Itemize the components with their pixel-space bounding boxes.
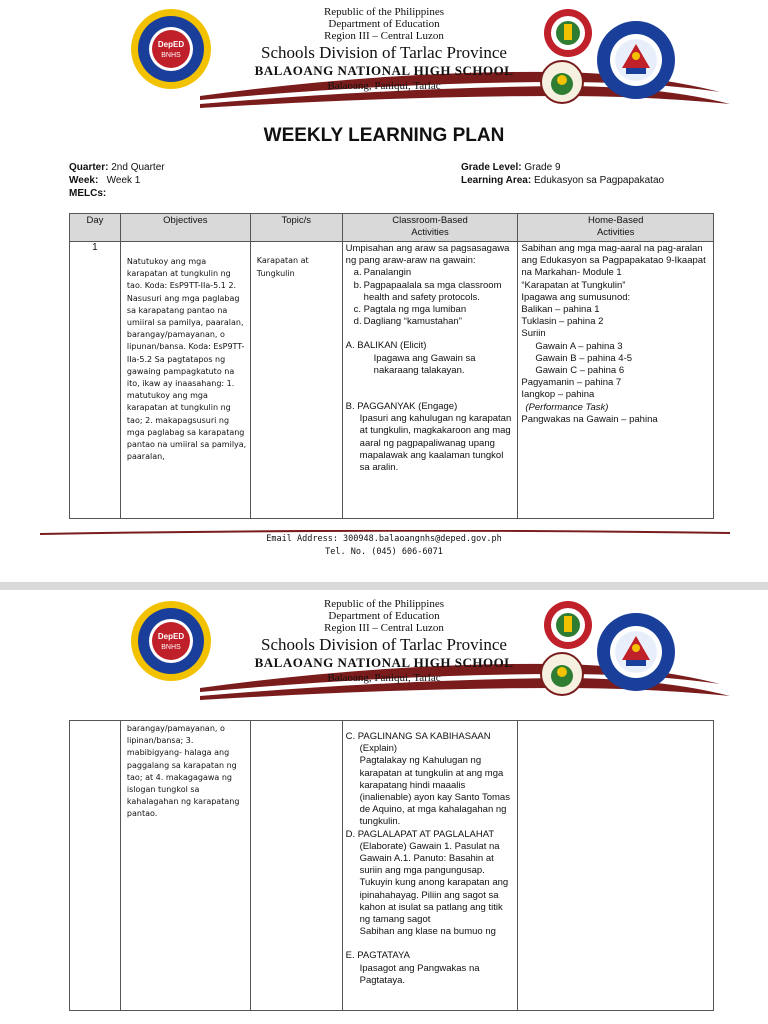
svg-text:DepED: DepED <box>157 632 185 641</box>
list-item <box>346 267 515 279</box>
quarter-label: Quarter: <box>69 162 109 173</box>
melcs-field <box>69 188 106 199</box>
page-2 <box>0 592 768 1024</box>
weekly-plan-table-continued <box>69 720 714 1011</box>
topic-cell: Karapatan at Tungkulin <box>250 242 342 519</box>
day-cell <box>70 721 121 1011</box>
home-line: Pagyamanin – pahina 7 <box>521 377 622 389</box>
quarter-value: 2nd Quarter <box>111 162 165 173</box>
plan-title: WEEKLY LEARNING PLAN <box>263 125 505 146</box>
home-cell <box>518 721 714 1011</box>
letterhead <box>0 592 768 707</box>
home-line: “Karapatan at Tungkulin” <box>521 279 626 291</box>
home-line: Pangwakas na Gawain – pahina <box>521 413 658 425</box>
paglalapat-text: (Elaborate) Gawain 1. Pasulat na Gawain A.1. Panuto: Basahin at suriin ang mga pangungusap. Tukuyin kung anong karapatan ang ipinahahayag. Piliin ang sagot sa kahon at isulat sa patlang ang titik ng tamang sagot <box>359 840 509 926</box>
republic-line: Republic of the Philippines <box>323 6 445 18</box>
header-home-line2: Activities <box>596 227 635 238</box>
area-value: Edukasyon sa Pagpapakatao <box>533 175 665 186</box>
objectives-cell: barangay/pamayanan, o lipinan/bansa; 3. mabibigyang- halaga ang paggalang sa karapatan ng tao; at 4. makagagawa ng islogan tungkol sa kahalagahan ng karapatang pantao. <box>120 721 250 1011</box>
list-letter: d. <box>353 316 362 328</box>
classroom-intro: Umpisahan ang araw sa pagsasagawa ng pang araw-araw na gawain: <box>345 243 510 267</box>
school-name: BALAOANG NATIONAL HIGH SCHOOL <box>254 655 514 670</box>
objectives-cell: Natutukoy ang mga karapatan at tungkulin ng tao. Koda: EsP9TT-IIa-5.1 2. Nasusuri ang mga paglabag sa karapatang pantao na umiiral sa pamilya, paaralan, barangay/pamayanan, o lipunan/bansa. Koda: EsP9TT-IIa-5.2 Sa pagtatapos ng gawaing pampagkatuto na ito, ikaw ay inaasahang: 1. matutukoy ang mga karapatan at tungkulin ng tao; 2. makapagsusuri ng mga paglabag sa karapatang pantao na umiiral sa pamilya, paaralan, <box>120 242 250 519</box>
table-row <box>70 242 714 519</box>
list-letter: c. <box>353 304 362 316</box>
weekly-plan-table <box>69 213 714 519</box>
header-classroom-line1: Classroom-Based <box>392 215 468 226</box>
footer-email: Email Address: 300948.balaoangnhs@deped.gov.ph <box>266 534 502 544</box>
school-name: BALAOANG NATIONAL HIGH SCHOOL <box>254 63 514 78</box>
classroom-cell <box>342 721 518 1011</box>
list-text: Pagpapaalala sa mga classroom health and safety protocols. <box>363 279 502 303</box>
division-line: Schools Division of Tarlac Province <box>261 43 507 62</box>
page-separator <box>0 582 768 590</box>
footer-tel: Tel. No. (045) 606-6071 <box>325 547 443 557</box>
header-classroom <box>342 214 518 242</box>
header-day: Day <box>70 214 121 242</box>
paglalapat-heading: D. PAGLALAPAT AT PAGLALAHAT <box>345 828 495 840</box>
home-line: Suriin <box>521 328 546 340</box>
school-address: Balaoang, Paniqui, Tarlac <box>327 80 441 92</box>
home-line: Sabihan ang mga mag-aaral na pag-aralan ang Edukasyon sa Pagpapakatao 9-Ikaapat na Markahan- Module 1 <box>521 243 706 279</box>
paglinang-text: Pagtalakay ng Kahulugan ng karapatan at tungkulin at ang mga karapatang hindi maaalis (inalienable) ayon kay Santo Tomas de Aquino, at mga kahalagahan ng tungkulin. <box>359 755 510 828</box>
pagganyak-text: Ipasuri ang kahulugan ng karapatan at tungkulin, magkakaroon ang mag aaral ng pagpapaliwanag upang mapalawak ang kaalaman tungkol sa aralin. <box>359 413 512 474</box>
svg-text:BNHS: BNHS <box>161 644 181 651</box>
region-line: Region III – Central Luzon <box>324 30 444 42</box>
melcs-label: MELCs: <box>69 188 107 199</box>
region-line: Region III – Central Luzon <box>324 622 444 634</box>
department-line: Department of Education <box>328 610 440 622</box>
table-header-row <box>70 214 714 242</box>
home-line: Tuklasin – pahina 2 <box>521 316 604 328</box>
list-text: Pagtala ng mga lumiban <box>363 304 467 316</box>
day-cell: 1 <box>70 242 121 519</box>
grade-label: Grade Level: <box>461 162 522 173</box>
home-line: Gawain B – pahina 4-5 <box>535 352 633 364</box>
week-value: Week 1 <box>106 175 141 186</box>
pagtataya-text: Ipasagot ang Pangwakas na Pagtataya. <box>359 962 480 986</box>
svg-text:BNHS: BNHS <box>161 52 181 59</box>
week-field <box>69 175 140 186</box>
balikan-text: Ipagawa ang Gawain sa nakaraang talakayan. <box>373 352 476 376</box>
list-letter: a. <box>353 267 362 279</box>
paglinang-sub: (Explain) <box>359 743 398 755</box>
header-home <box>518 214 714 242</box>
list-item <box>346 316 515 328</box>
list-text: Dagliang “kamustahan” <box>363 316 462 328</box>
list-letter: b. <box>353 279 362 291</box>
home-line: Balikan – pahina 1 <box>521 304 600 316</box>
header-topics: Topic/s <box>250 214 342 242</box>
home-line: Iangkop – pahina <box>521 389 595 401</box>
paglalapat-text-2: Sabihan ang klase na bumuo ng <box>359 926 496 938</box>
balikan-heading: A. BALIKAN (Elicit) <box>345 340 427 352</box>
area-field <box>461 175 664 186</box>
area-label: Learning Area: <box>461 175 532 186</box>
home-line: Ipagawa ang sumusunod: <box>521 291 631 303</box>
list-text: Panalangin <box>363 267 412 279</box>
letterhead <box>0 0 768 115</box>
home-line: Gawain C – pahina 6 <box>535 365 625 377</box>
svg-text:DepED: DepED <box>157 40 185 49</box>
republic-line: Republic of the Philippines <box>323 598 445 610</box>
division-line: Schools Division of Tarlac Province <box>261 635 507 654</box>
quarter-field <box>69 162 165 173</box>
pagtataya-heading: E. PAGTATAYA <box>345 950 411 962</box>
department-line: Department of Education <box>328 18 440 30</box>
paglinang-heading: C. PAGLINANG SA KABIHASAAN <box>345 731 491 742</box>
header-objectives: Objectives <box>120 214 250 242</box>
list-item <box>346 280 515 304</box>
table-row <box>70 721 714 1011</box>
header-home-line1: Home-Based <box>587 215 644 226</box>
pagganyak-heading: B. PAGGANYAK (Engage) <box>345 401 458 413</box>
home-cell <box>518 242 714 519</box>
header-classroom-line2: Activities <box>411 227 449 238</box>
topic-cell <box>250 721 342 1011</box>
school-address: Balaoang, Paniqui, Tarlac <box>327 672 441 684</box>
list-item <box>346 304 515 316</box>
grade-field <box>461 162 561 173</box>
home-line: (Performance Task) <box>525 401 609 413</box>
week-label: Week: <box>69 175 99 186</box>
grade-value: Grade 9 <box>524 162 561 173</box>
home-line: Gawain A – pahina 3 <box>535 340 623 352</box>
classroom-cell <box>342 242 518 519</box>
